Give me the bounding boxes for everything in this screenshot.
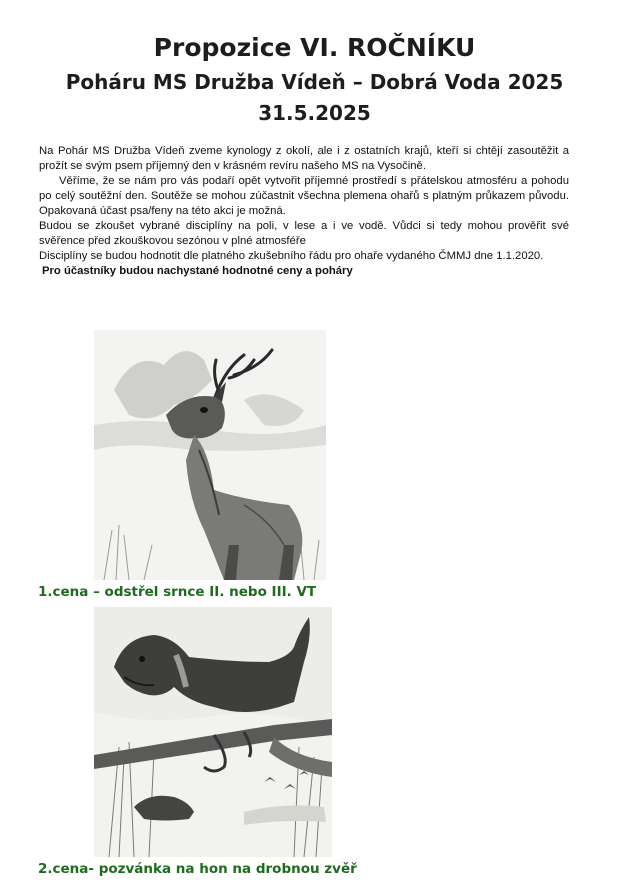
intro-text: [39, 144, 569, 279]
page-subtitle: Poháru MS Družba Vídeň – Dobrá Voda 2025: [65, 70, 564, 94]
event-date: 31.5.2025: [258, 101, 371, 125]
page-title: Propozice VI. ROČNÍKU: [153, 33, 476, 62]
roe-deer-illustration: [94, 330, 326, 580]
hunting-dog-illustration: [94, 607, 332, 857]
prize-1-caption: 1.cena – odstřel srnce II. nebo III. VT: [38, 584, 317, 600]
intro-paragraph-3: Budou se zkoušet vybrané disciplíny na poli, v lese a i ve vodě. Vůdci si tedy mohou prověřit své svěřence před zkouškovou sezónou v plné atmosféře: [39, 220, 569, 247]
intro-paragraph-2: Věříme, že se nám pro vás podaří opět vytvořit příjemné prostředí s přátelskou atmosféru a pohodu po celý soutěžní den. Soutěže se mohou zúčastnit všechna plemena ohařů s platným průkazem původu. Opakovaná účast psa/feny na této akci je možná.: [39, 175, 569, 217]
prize-2-caption: 2.cena- pozvánka na hon na drobnou zvěř: [38, 861, 357, 877]
intro-paragraph-1: Na Pohár MS Družba Vídeň zveme kynology z okolí, ale i z ostatních krajů, kteří si chtějí zasoutěžit a prožít se svým psem příjemný den v krásném revíru našeho MS na Vysočině.: [39, 145, 569, 172]
intro-paragraph-4: Disciplíny se budou hodnotit dle platného zkušebního řádu pro ohaře vydaného ČMMJ dne 1.1.2020.: [39, 250, 544, 262]
prizes-note: Pro účastníky budou nachystané hodnotné ceny a poháry: [42, 265, 353, 277]
